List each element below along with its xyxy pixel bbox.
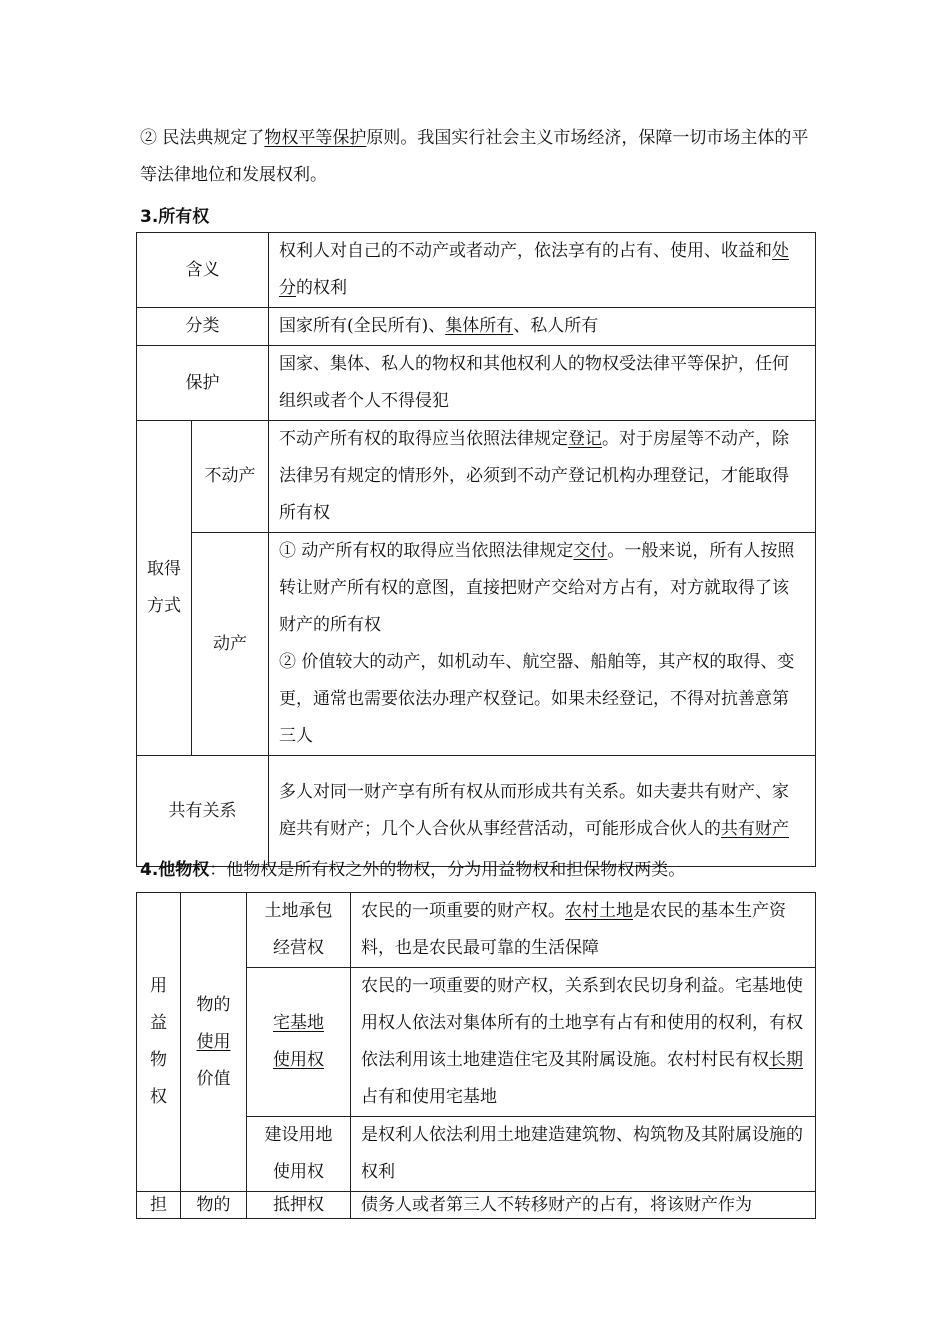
- intro-underlined: 物权平等保护: [264, 128, 367, 148]
- row-protection-text: 国家、集体、私人的物权和其他权利人的物权受法律平等保护，任何组织或者个人不得侵犯: [269, 346, 816, 421]
- row-category-label: 分类: [137, 308, 269, 346]
- row-acquisition-label: 取得 方式: [137, 421, 192, 756]
- row-protection-label: 保护: [137, 346, 269, 421]
- homestead-label: 宅基地 使用权: [247, 968, 351, 1117]
- row-movable-text: ① 动产所有权的取得应当依照法律规定交付。一般来说，所有人按照转让财产所有权的意图，直接把财产交给对方占有，对方就取得了该财产的所有权 ② 价值较大的动产，如机动车、航空器、船舶等，其产权的取得、变更，通常也需要依法办理产权登记。如果未经登记，不得对抗善意第三人: [269, 533, 816, 756]
- row-meaning-text: 权利人对自己的不动产或者动产，依法享有的占有、使用、收益和处分的权利: [269, 233, 816, 308]
- intro-text-end: 原则。我国实行社会主义市场经济，保障一切市场主体的平等法律地位和发展权利。: [140, 128, 809, 185]
- mortgage-label: 抵押权: [247, 1192, 351, 1219]
- usufruct-label: 用 益 物 权: [137, 893, 181, 1192]
- section-heading-4: 4.他物权：他物权是所有权之外的物权，分为用益物权和担保物权两类。: [140, 860, 686, 880]
- ownership-table: [136, 232, 816, 867]
- security-label: 担: [137, 1192, 181, 1219]
- land-contract-text: 农民的一项重要的财产权。农村土地是农民的基本生产资料，也是农民最可靠的生活保障: [351, 893, 816, 968]
- other-rights-table: [136, 892, 816, 1219]
- security-value-label: 物的: [181, 1192, 247, 1219]
- use-value-label: 物的 使用 价值: [181, 893, 247, 1192]
- row-movable-label: 动产: [192, 533, 269, 756]
- row-coownership-label: 共有关系: [137, 756, 269, 867]
- row-meaning-label: 含义: [137, 233, 269, 308]
- intro-text: ② 民法典规定了: [140, 128, 265, 148]
- row-category-text: 国家所有(全民所有)、集体所有、私人所有: [269, 308, 816, 346]
- homestead-text: 农民的一项重要的财产权，关系到农民切身利益。宅基地使用权人依法对集体所有的土地享有占有和使用的权利，有权依法利用该土地建造住宅及其附属设施。农村村民有权长期占有和使用宅基地: [351, 968, 816, 1117]
- row-coownership-text: 多人对同一财产享有所有权从而形成共有关系。如夫妻共有财产、家庭共有财产；几个人合伙从事经营活动，可能形成合伙人的共有财产: [269, 756, 816, 867]
- construction-land-text: 是权利人依法利用土地建造建筑物、构筑物及其附属设施的权利: [351, 1117, 816, 1192]
- row-immovable-text: 不动产所有权的取得应当依照法律规定登记。对于房屋等不动产，除法律另有规定的情形外，必须到不动产登记机构办理登记，才能取得所有权: [269, 421, 816, 533]
- section-heading-3: 3.所有权: [140, 207, 210, 227]
- construction-land-label: 建设用地 使用权: [247, 1117, 351, 1192]
- intro-paragraph: [140, 120, 820, 194]
- row-immovable-label: 不动产: [192, 421, 269, 533]
- land-contract-label: 土地承包 经营权: [247, 893, 351, 968]
- mortgage-text: 债务人或者第三人不转移财产的占有，将该财产作为: [351, 1192, 816, 1219]
